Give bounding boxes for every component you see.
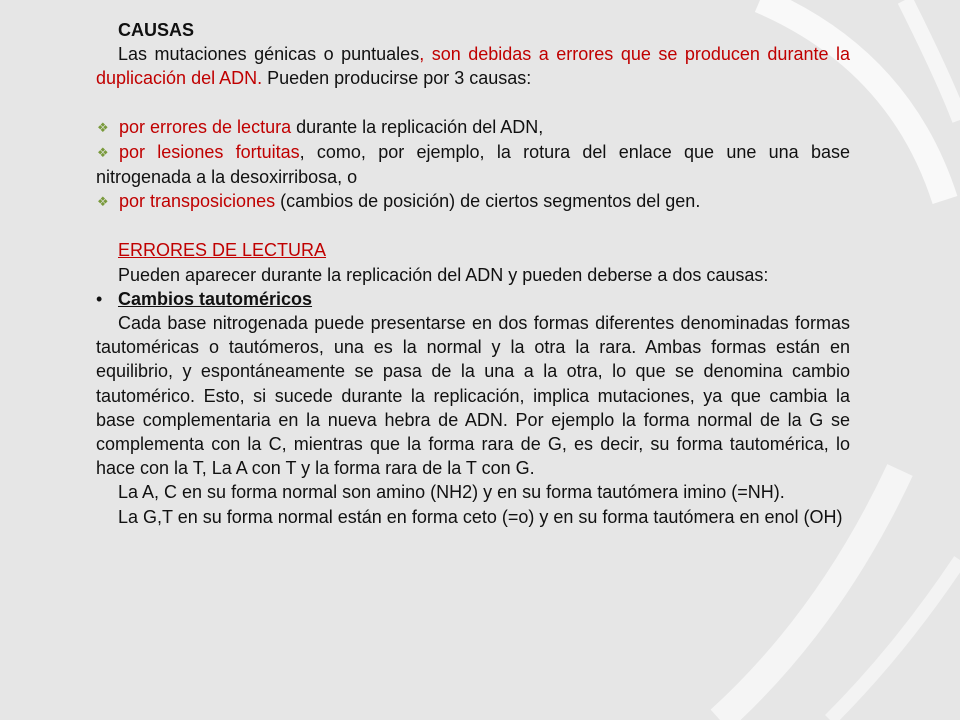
causas-intro: Las mutaciones génicas o puntuales, son debidas a errores que se producen durante la duplicación del ADN. Pueden producirse por 3 causas:	[96, 44, 850, 89]
causas-heading: CAUSAS	[118, 20, 195, 40]
document-body	[96, 18, 850, 529]
cause-item: ❖ por errores de lectura durante la replicación del ADN,	[96, 115, 850, 140]
errores-intro: Pueden aparecer durante la replicación del ADN y pueden deberse a dos causas:	[118, 264, 769, 285]
cause-item: ❖ por transposiciones (cambios de posición) de ciertos segmentos del gen.	[96, 189, 850, 214]
paragraph-amino-imino: La A, C en su forma normal son amino (NH2) y en su forma tautómera imino (=NH).	[118, 482, 785, 503]
diamond-bullet-icon: ❖	[97, 144, 109, 160]
errores-heading: ERRORES DE LECTURA	[118, 240, 327, 261]
cause-item: ❖ por lesiones fortuitas, como, por ejemplo, la rotura del enlace que une una base nitrogenada a la desoxirribosa, o	[96, 141, 850, 188]
subtitle-tautomericos: • Cambios tautoméricos	[96, 287, 850, 311]
diamond-bullet-icon: ❖	[97, 119, 109, 135]
diamond-bullet-icon: ❖	[97, 194, 109, 210]
paragraph-tautomeros: Cada base nitrogenada puede presentarse en dos formas diferentes denominadas formas tautoméricas o tautómeros, una es la normal y la otra la rara. Ambas formas están en equilibrio, y espontáneamente se pasa de la una a la otra, lo que se denomina cambio tautomérico. Esto, si sucede durante la replicación, implica mutaciones, ya que cambia la base complementaria en la nueva hebra de ADN. Por ejemplo la forma normal de la G se complementa con la C, mientras que la forma rara de G, es decir, su forma tautomérica, lo hace con la T, La A con T y la forma rara de la T con G.	[96, 313, 850, 479]
paragraph-ceto-enol: La G,T en su forma normal están en forma ceto (=o) y en su forma tautómera en enol (OH)	[118, 506, 843, 527]
bullet-dot: •	[96, 288, 103, 309]
